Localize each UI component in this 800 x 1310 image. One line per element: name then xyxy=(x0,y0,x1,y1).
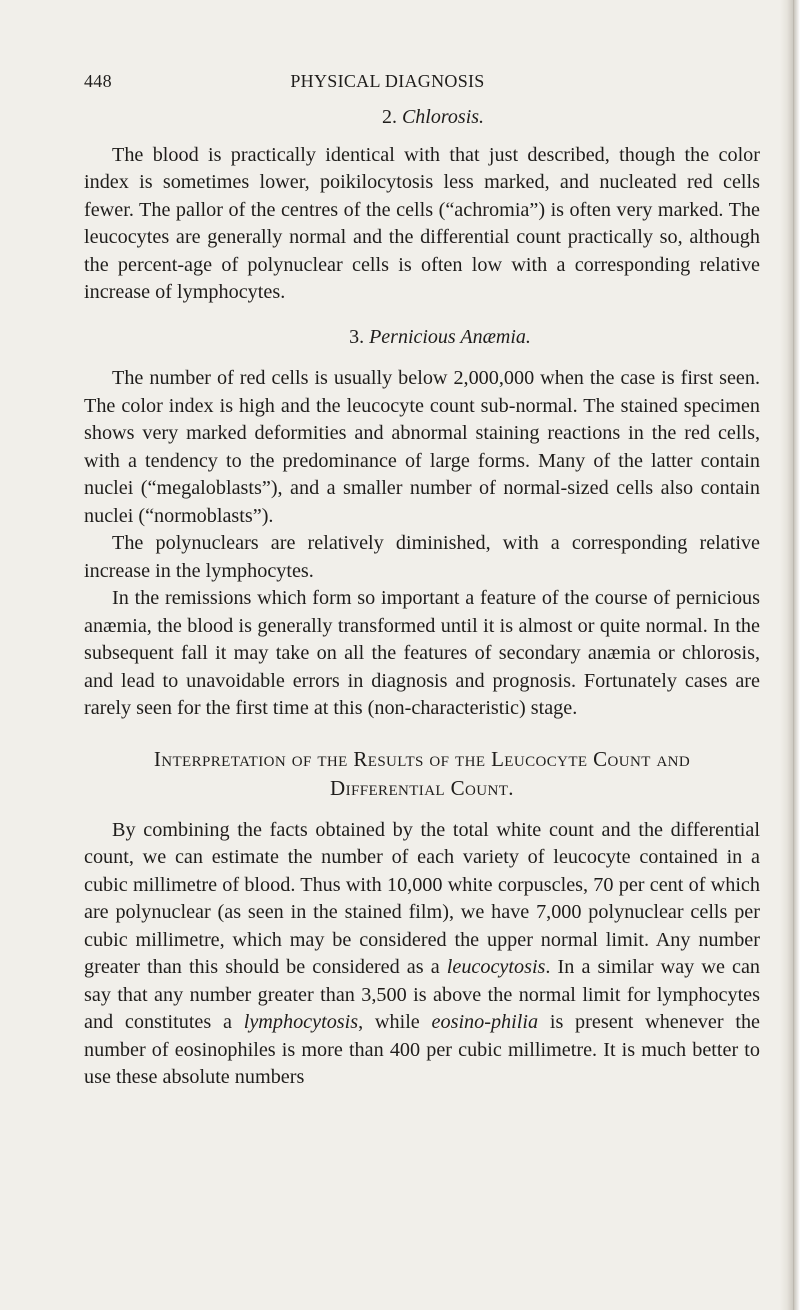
running-head: PHYSICAL DIAGNOSIS xyxy=(290,71,485,91)
subheading-number: 2. xyxy=(381,106,397,128)
text-run: . In a similar way we can say that any number greater than 3,500 is above the normal limit for lymphocytes and constitutes a xyxy=(84,956,761,1033)
text-run: By combining the facts obtained by the total white count and the differential count, we can estimate the number of each variety of leucocyte contained in a cubic millimetre of blood. Thus with 10,000 white corpuscles, 70 per cent of which are polynuclear (as seen in the stained film), we have 7,000 polynuclear cells per cubic millimetre, which may be considered the upper normal limit. Any number greater than this should be considered as a xyxy=(84,818,760,978)
section-title-interpretation xyxy=(84,745,760,803)
subheading-title: Chlorosis. xyxy=(401,106,485,128)
term-eosinophilia: eosino-philia xyxy=(431,1011,539,1033)
paragraph-chlorosis: The blood is practically identical with that just described, though the color index is sometimes lower, poikilocytosis less marked, and nucleated red cells fewer. The pallor of the centres of the cells (“achromia”) is often very marked. The leucocytes are generally normal and the differential count practically so, although the percent-age of polynuclear cells is often low with a corresponding relative increase of lymphocytes. xyxy=(84,143,760,303)
section-title-line: Differential Count. xyxy=(330,775,514,800)
text-run: is present whenever the number of eosinophiles is more than 400 per cubic millimetre. It is much better to use these absolute numbers xyxy=(84,1011,760,1088)
section-title-line: Interpretation of the Results of the Leucocyte Count and xyxy=(153,746,691,771)
subheading-pernicious-anaemia xyxy=(84,324,760,352)
text-run: , while xyxy=(358,1011,432,1033)
page-header xyxy=(84,71,764,95)
page-body xyxy=(84,104,760,1092)
paragraph-red-cells: The number of red cells is usually below 2,000,000 when the case is first seen. The color index is high and the leucocyte count sub-normal. The stained specimen shows very marked deformities and abnormal staining reactions in the red cells, with a tendency to the predominance of large forms. Many of the latter contain nuclei (“megaloblasts”), and a smaller number of normal-sized cells also contain nuclei (“normoblasts”). xyxy=(84,367,760,527)
paragraph-remissions: In the remissions which form so important a feature of the course of pernicious anæmia, the blood is generally transformed until it is almost or quite normal. In the subsequent fall it may take on all the features of secondary anæmia or chlorosis, and lead to unavoidable errors in diagnosis and prognosis. Fortunately cases are rarely seen for the first time at this (non-characteristic) stage. xyxy=(84,587,760,719)
subheading-title: Pernicious Anæmia. xyxy=(369,325,531,348)
page-edge xyxy=(780,0,800,1310)
term-lymphocytosis: lymphocytosis xyxy=(243,1011,359,1033)
subheading-chlorosis xyxy=(84,104,760,132)
subheading-number: 3. xyxy=(349,325,365,348)
term-leucocytosis: leucocytosis xyxy=(446,956,546,978)
paragraph-polynuclears: The polynuclears are relatively diminished, with a corresponding relative increase in the lymphocytes. xyxy=(84,532,760,582)
page-number: 448 xyxy=(84,71,112,91)
paragraph-interpretation xyxy=(84,817,760,1092)
